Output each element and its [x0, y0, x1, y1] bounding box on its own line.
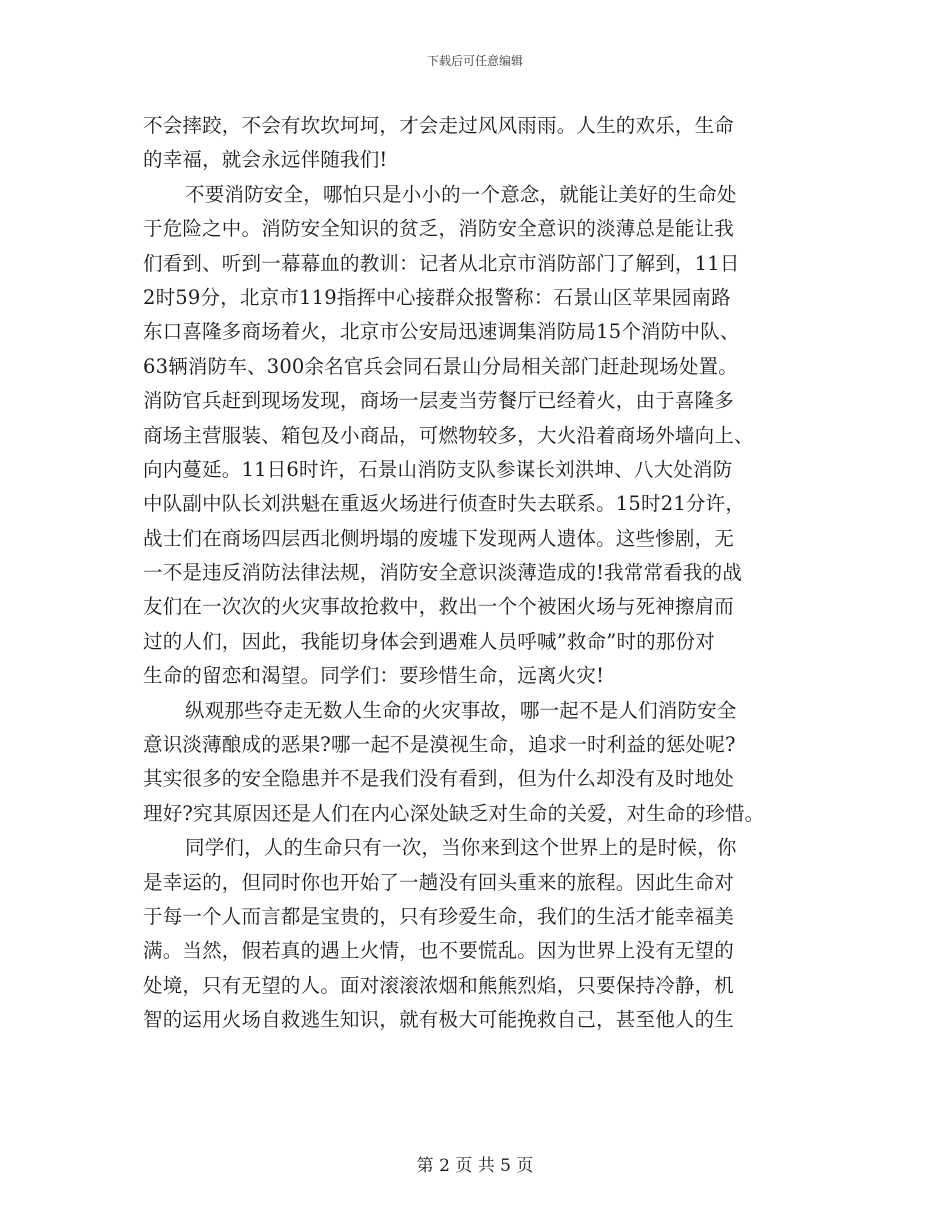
paragraph-start-line: 同学们，人的生命只有一次，当你来到这个世界上的是时候，你 [185, 836, 737, 860]
text-line: 63辆消防车、300余名官兵会同石景山分局相关部门赶赴现场处置。 [143, 354, 738, 378]
paragraph-start-line: 纵观那些夺走无数人生命的火灾事故，哪一起不是人们消防安全 [185, 698, 737, 722]
text-line: 生命的留恋和渴望。同学们：要珍惜生命，远离火灾! [143, 664, 605, 688]
page-header: 下载后可任意编辑 [426, 54, 523, 68]
text-line: 满。当然，假若真的遇上火情，也不要慌乱。因为世界上没有无望的 [143, 939, 735, 963]
text-line: 的幸福，就会永远伴随我们! [143, 148, 388, 172]
text-line: 友们在一次次的火灾事故抢救中，救出一个个被困火场与死神擦肩而 [143, 595, 735, 619]
text-line: 理好?究其原因还是人们在内心深处缺乏对生命的关爱，对生命的珍惜。 [143, 801, 765, 825]
text-line: 一不是违反消防法律法规，消防安全意识淡薄造成的!我常常看我的战 [143, 561, 743, 585]
text-line: 2时59分，北京市119指挥中心接群众报警称：石景山区苹果园南路 [143, 285, 731, 309]
text-line: 智的运用火场自救逃生知识，就有极大可能挽救自己，甚至他人的生 [143, 1008, 735, 1032]
text-line: 过的人们，因此，我能切身体会到遇难人员呼喊”救命”时的那份对 [143, 629, 715, 653]
text-line: 商场主营服装、箱包及小商品，可燃物较多，大火沿着商场外墙向上、 [143, 423, 754, 447]
text-line: 中队副中队长刘洪魁在重返火场进行侦查时失去联系。15时21分许， [143, 492, 746, 516]
text-line: 们看到、听到一幕幕血的教训：记者从北京市消防部门了解到，11日 [143, 251, 740, 275]
text-line: 处境，只有无望的人。面对滚滚浓烟和熊熊烈焰，只要保持冷静，机 [143, 973, 735, 997]
text-line: 战士们在商场四层西北侧坍塌的废墟下发现两人遗体。这些惨剧，无 [143, 526, 735, 550]
text-line: 于危险之中。消防安全知识的贫乏，消防安全意识的淡薄总是能让我 [143, 217, 735, 241]
text-line: 意识淡薄酿成的恶果?哪一起不是漠视生命，追求一时利益的惩处呢? [143, 733, 736, 757]
text-line: 于每一个人而言都是宝贵的，只有珍爱生命，我们的生活才能幸福美 [143, 904, 735, 928]
document-body [143, 109, 833, 1038]
text-line: 是幸运的，但同时你也开始了一趟没有回头重来的旅程。因此生命对 [143, 870, 735, 894]
page-number: 第 2 页 共 5 页 [416, 1156, 534, 1176]
text-line: 向内蔓延。11日6时许，石景山消防支队参谋长刘洪坤、八大处消防 [143, 457, 733, 481]
text-line: 其实很多的安全隐患并不是我们没有看到，但为什么却没有及时地处 [143, 767, 735, 791]
text-line: 东口喜隆多商场着火，北京市公安局迅速调集消防局15个消防中队、 [143, 320, 740, 344]
text-line: 不会摔跤，不会有坎坎坷坷，才会走过风风雨雨。人生的欢乐，生命 [143, 114, 735, 137]
text-line: 消防官兵赶到现场发现，商场一层麦当劳餐厅已经着火，由于喜隆多 [143, 389, 735, 413]
paragraph-start-line: 不要消防安全，哪怕只是小小的一个意念，就能让美好的生命处 [185, 182, 737, 206]
